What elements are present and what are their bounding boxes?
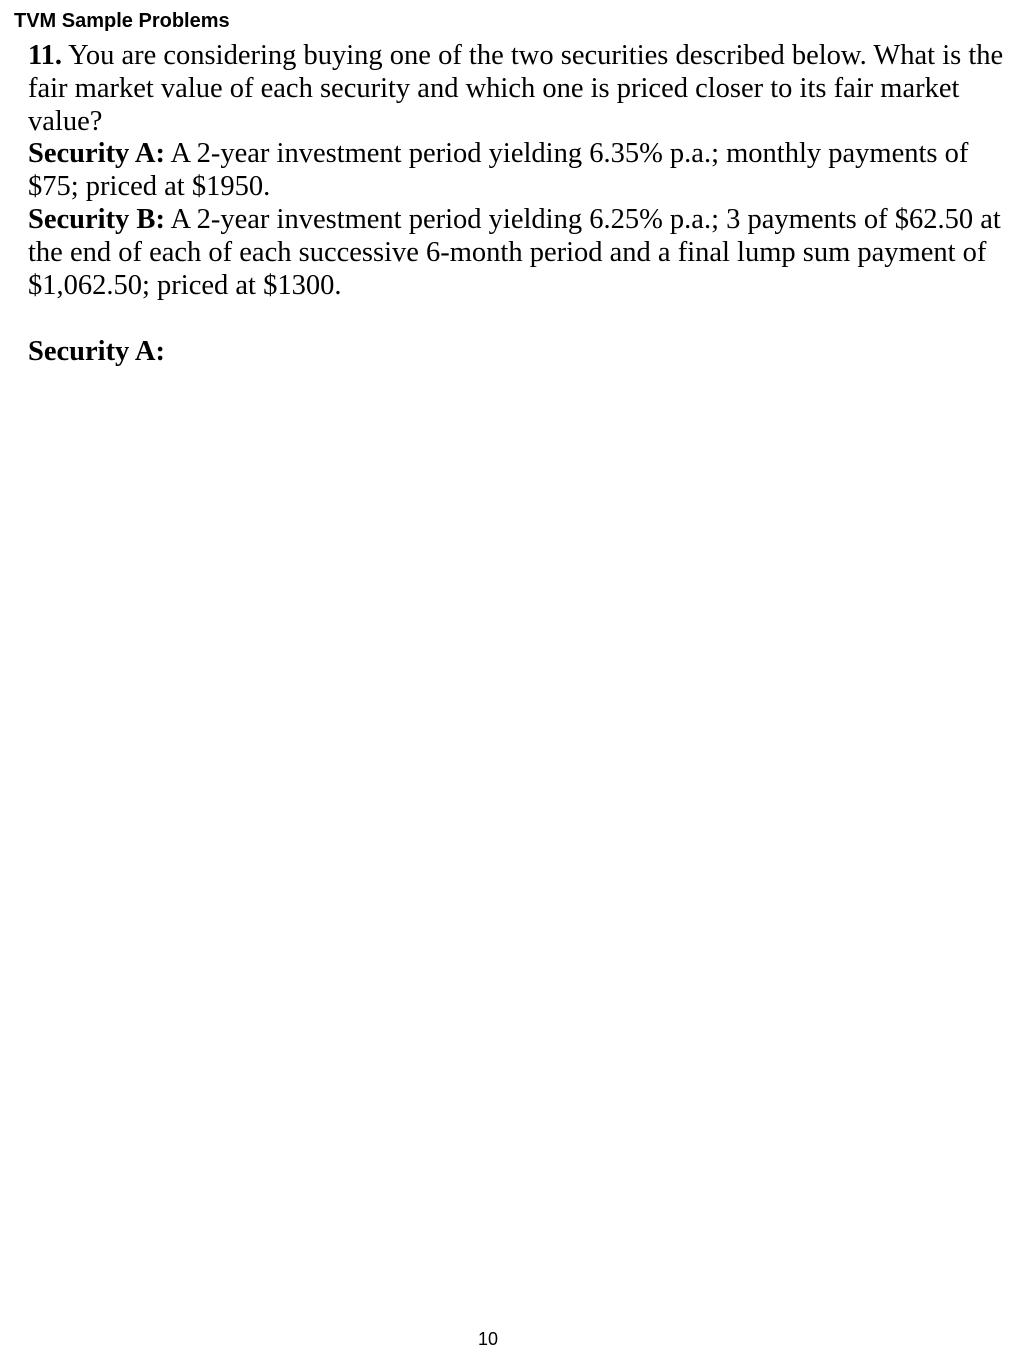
problem-number: 11.	[28, 40, 63, 71]
page-header-title: TVM Sample Problems	[14, 10, 230, 32]
security-b-description: A 2-year investment period yielding 6.25% p.a.; 3 payments of $62.50 at the end of each of each successive 6-month period and a final lump sum payment of $1,062.50; priced at $1300.	[28, 203, 1001, 301]
answer-section-heading: Security A:	[28, 336, 165, 367]
security-b-paragraph	[28, 204, 1013, 302]
problem-question-text: You are considering buying one of the two securities described below. What is the fair market value of each security and which one is priced closer to its fair market value?	[28, 40, 1004, 137]
problem-question-paragraph	[28, 40, 1013, 138]
security-a-description: A 2-year investment period yielding 6.35% p.a.; monthly payments of $75; priced at $1950.	[28, 138, 969, 203]
security-b-label: Security B:	[28, 203, 165, 235]
security-a-label: Security A:	[28, 138, 165, 170]
problem-statement	[28, 40, 1013, 302]
security-a-paragraph	[28, 138, 1013, 204]
page-number: 10	[477, 1329, 499, 1349]
